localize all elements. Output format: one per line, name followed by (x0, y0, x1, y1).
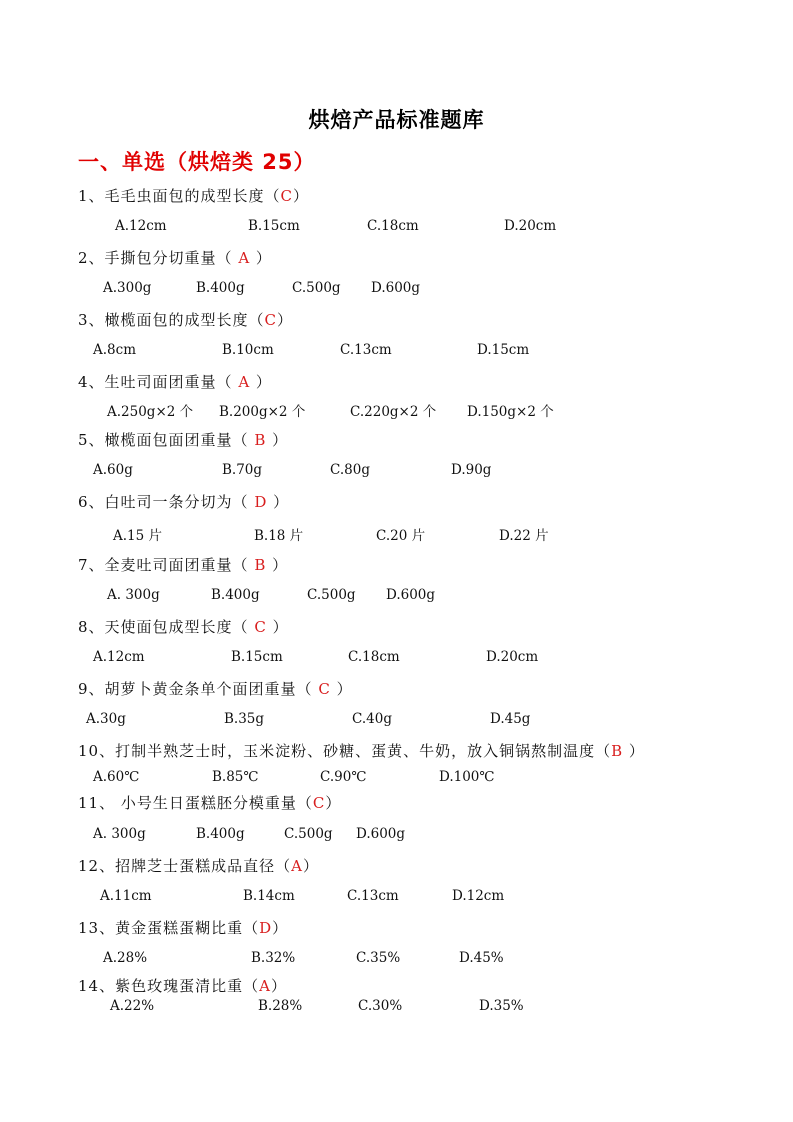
answer-option: A.22% (110, 998, 155, 1014)
question-text (78, 740, 645, 761)
question-stem: 13、黄金蛋糕蛋糊比重（ (78, 919, 260, 937)
answer-option: A.11cm (100, 888, 152, 904)
answer-option: C.35% (356, 950, 401, 966)
question-stem: 7、全麦吐司面团重量（ (78, 556, 255, 574)
answer-letter: D (259, 919, 273, 937)
answer-letter: A (238, 249, 251, 267)
question-text (78, 975, 287, 996)
answer-option: D.15cm (477, 342, 530, 358)
answer-option: D.90g (451, 462, 492, 478)
question-text (78, 491, 289, 512)
answer-option: C.13cm (340, 342, 392, 358)
question-stem: 8、天使面包成型长度（ (78, 618, 255, 636)
answer-option: C.80g (330, 462, 370, 478)
question-stem: 6、白吐司一条分切为（ (78, 493, 255, 511)
question-close: ） (266, 431, 289, 449)
answer-option: A. 300g (107, 587, 160, 603)
question-close: ） (272, 919, 289, 937)
question-close: ） (266, 556, 289, 574)
question-close: ） (302, 857, 319, 875)
answer-letter: B (254, 556, 267, 574)
answer-option: D.600g (371, 280, 421, 296)
question-close: ） (266, 618, 289, 636)
question-stem: 10、打制半熟芝士时，玉米淀粉、砂糖、蛋黄、牛奶，放入铜锅熬制温度（ (78, 742, 612, 760)
question-stem: 2、手撕包分切重量（ (78, 249, 239, 267)
answer-option: A.12cm (93, 649, 145, 665)
answer-option: A.28% (103, 950, 148, 966)
answer-option: A.12cm (115, 218, 167, 234)
answer-option: D.35% (479, 998, 524, 1014)
question-close: ） (267, 493, 290, 511)
answer-option: D.45% (459, 950, 504, 966)
answer-option: B.85℃ (212, 769, 259, 785)
answer-letter: A (291, 857, 303, 875)
question-stem: 5、橄榄面包面团重量（ (78, 431, 255, 449)
answer-option: D.100℃ (439, 769, 495, 785)
question-text (78, 371, 272, 392)
answer-letter: B (611, 742, 624, 760)
question-close: ） (277, 311, 294, 329)
section-heading: 一、单选（烘焙类 25） (78, 150, 316, 174)
answer-option: D.150g×2 个 (467, 404, 554, 420)
answer-letter: C (312, 794, 326, 812)
answer-option: D.20cm (486, 649, 539, 665)
answer-letter: C (280, 187, 294, 205)
question-text (78, 678, 353, 699)
question-text (78, 247, 272, 268)
answer-option: B.28% (258, 998, 303, 1014)
answer-option: D.600g (356, 826, 406, 842)
answer-option: B.400g (196, 826, 245, 842)
answer-letter: D (254, 493, 268, 511)
question-text (78, 616, 289, 637)
question-close: ） (250, 373, 272, 391)
document-title: 烘焙产品标准题库 (308, 108, 485, 132)
answer-option: B.35g (224, 711, 265, 727)
question-text (78, 554, 288, 575)
answer-option: D.22 片 (499, 528, 549, 544)
question-text (78, 792, 341, 813)
question-stem: 4、生吐司面团重量（ (78, 373, 239, 391)
question-close: ） (250, 249, 272, 267)
answer-option: B.10cm (222, 342, 274, 358)
question-text (78, 429, 288, 450)
answer-option: B.15cm (248, 218, 300, 234)
answer-option: C.30% (358, 998, 403, 1014)
answer-letter: C (264, 311, 278, 329)
answer-option: B.70g (222, 462, 263, 478)
answer-option: D.45g (490, 711, 531, 727)
answer-option: A.60g (93, 462, 133, 478)
question-close: ） (270, 977, 287, 995)
question-stem: 14、紫色玫瑰蛋清比重（ (78, 977, 260, 995)
answer-option: C.90℃ (320, 769, 367, 785)
answer-option: B.200g×2 个 (219, 404, 306, 420)
question-stem: 3、橄榄面包的成型长度（ (78, 311, 265, 329)
answer-option: C.18cm (367, 218, 419, 234)
answer-option: C.500g (292, 280, 341, 296)
answer-option: B.400g (196, 280, 245, 296)
answer-letter: A (259, 977, 271, 995)
answer-letter: C (254, 618, 267, 636)
answer-option: C.220g×2 个 (350, 404, 437, 420)
answer-option: A.15 片 (113, 528, 163, 544)
question-close: ） (623, 742, 645, 760)
question-text (78, 309, 293, 330)
answer-option: C.13cm (347, 888, 399, 904)
question-close: ） (293, 187, 310, 205)
answer-option: D.12cm (452, 888, 505, 904)
answer-letter: A (238, 373, 251, 391)
answer-letter: C (318, 680, 331, 698)
answer-option: C.40g (352, 711, 392, 727)
answer-option: D.600g (386, 587, 436, 603)
answer-option: A.300g (103, 280, 152, 296)
answer-option: A.30g (86, 711, 126, 727)
answer-option: D.20cm (504, 218, 557, 234)
answer-option: B.15cm (231, 649, 283, 665)
question-stem: 11、 小号生日蛋糕胚分模重量（ (78, 794, 313, 812)
question-stem: 1、毛毛虫面包的成型长度（ (78, 187, 281, 205)
question-close: ） (325, 794, 342, 812)
answer-letter: B (254, 431, 267, 449)
answer-option: C.500g (307, 587, 356, 603)
answer-option: C.20 片 (376, 528, 426, 544)
question-stem: 12、招牌芝士蛋糕成品直径（ (78, 857, 292, 875)
answer-option: B.32% (251, 950, 296, 966)
answer-option: A. 300g (93, 826, 146, 842)
question-close: ） (330, 680, 353, 698)
answer-option: A.8cm (93, 342, 136, 358)
answer-option: B.18 片 (254, 528, 304, 544)
answer-option: C.18cm (348, 649, 400, 665)
question-text (78, 855, 319, 876)
question-text (78, 917, 288, 938)
question-stem: 9、胡萝卜黄金条单个面团重量（ (78, 680, 319, 698)
answer-option: B.14cm (243, 888, 295, 904)
answer-option: A.250g×2 个 (107, 404, 194, 420)
answer-option: A.60℃ (93, 769, 140, 785)
question-text (78, 185, 309, 206)
answer-option: B.400g (211, 587, 260, 603)
answer-option: C.500g (284, 826, 333, 842)
